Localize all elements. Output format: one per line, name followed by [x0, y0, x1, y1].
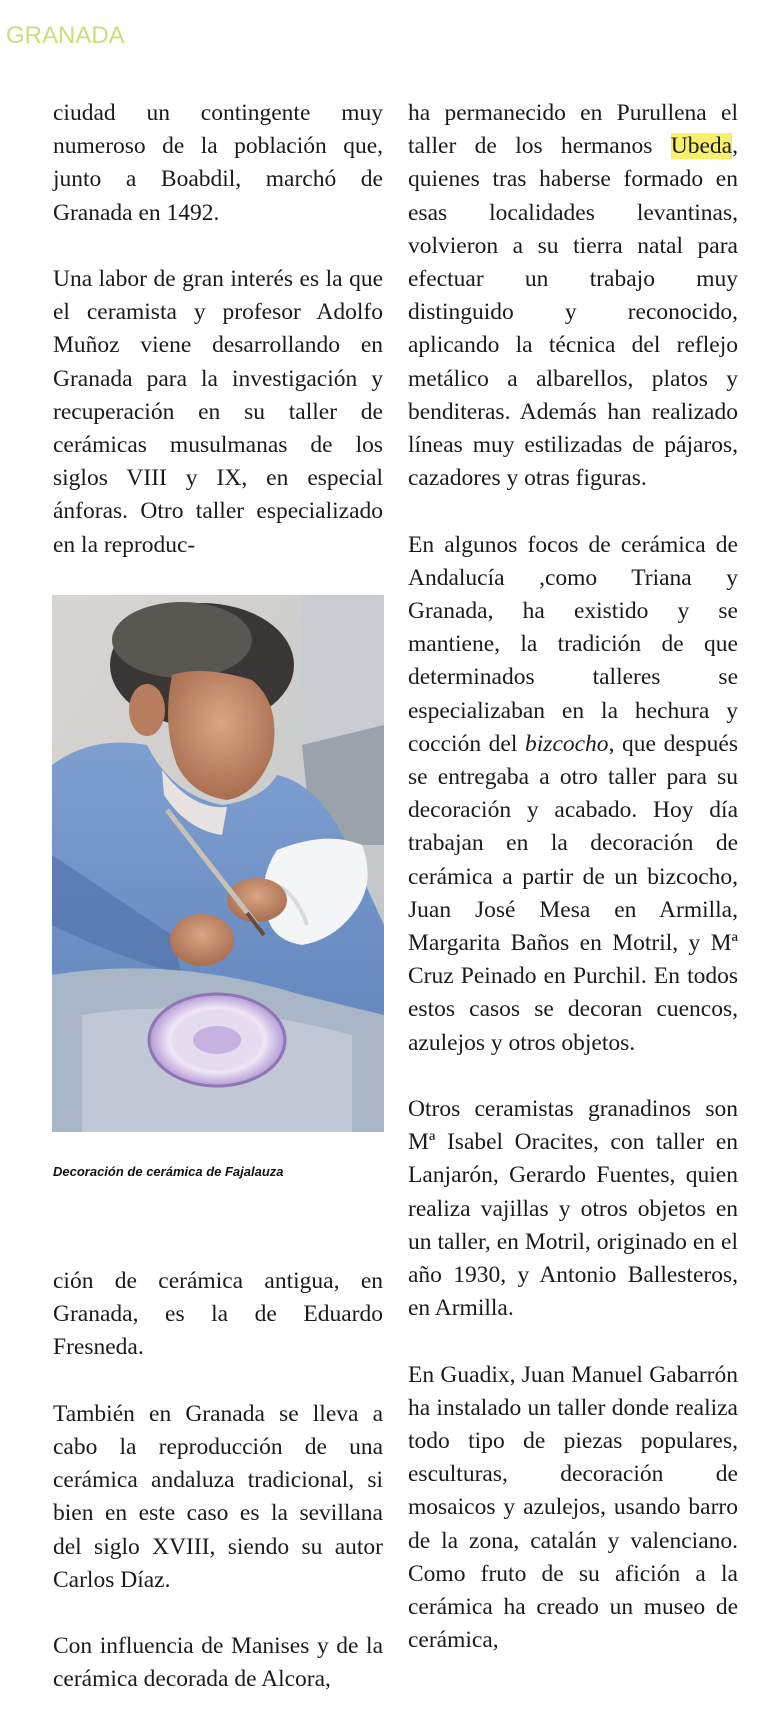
paragraph-text: En algunos focos de cerámica de Andalucía ,como Triana y Granada, ha existido y se mantiene, la tradición de que determinados talleres se especializaban en la hechura y cocción del — [408, 531, 738, 757]
paragraph: Otros ceramistas granadinos son Mª Isabel Oracites, con taller en Lanjarón, Gerardo Fuentes, quien realiza vajillas y otros objetos en un taller, en Motril, originado en el año 1930, y Antonio Ballesteros, en Armilla. — [408, 1096, 738, 1322]
paragraph — [408, 97, 738, 495]
paragraph: En Guadix, Juan Manuel Gabarrón ha instalado un taller donde realiza todo tipo de piezas populares, esculturas, decoración de mosaicos y azulejos, usando barro de la zona, catalán y valenciano. Como fruto de su afición a la cerámica ha creado un museo de cerámica, — [408, 1361, 738, 1654]
paragraph-text: , quienes tras haberse formado en esas localidades levantinas, volvieron a su tierra natal para efectuar un trabajo muy distinguido y reconocido, aplicando la técnica del reflejo metálico a albarellos, platos y benditeras. Además han realizado líneas muy estilizadas de pájaros, cazadores y otras figuras. — [408, 133, 738, 492]
figure-caption: Decoración de cerámica de Fajalauza — [53, 1164, 284, 1179]
right-column — [408, 97, 738, 1658]
paragraph: Una labor de gran interés es la que el ceramista y profesor Adolfo Muñoz viene desarrollando en Granada para la investigación y recuperación en su taller de cerámicas musulmanas de los siglos VIII y IX, en especial ánforas. Otro taller especializado en la reproduc- — [53, 266, 383, 558]
paragraph — [408, 529, 738, 1060]
left-column-bottom — [53, 1265, 383, 1697]
paragraph: ción de cerámica antigua, en Granada, es la de Eduardo Fresneda. — [53, 1268, 383, 1361]
italic-term: bizcocho — [525, 730, 609, 757]
paragraph: ciudad un contingente muy numeroso de la población que, junto a Boabdil, marchó de Granada en 1492. — [53, 100, 383, 226]
paragraph: Con influencia de Manises y de la cerámica decorada de Alcora, — [53, 1633, 383, 1693]
paragraph-text: ha permanecido en Purullena el taller de los hermanos — [408, 100, 738, 160]
ceramic-decoration-photo — [52, 595, 384, 1132]
paragraph: También en Granada se lleva a cabo la reproducción de una cerámica andaluza tradicional, si bien en este caso es la sevillana del siglo XVIII, siendo su autor Carlos Díaz. — [53, 1400, 383, 1593]
section-title: GRANADA — [6, 22, 125, 49]
highlighted-text: Ubeda — [670, 133, 733, 160]
paragraph-text: , que después se entregaba a otro taller para su decoración y acabado. Hoy día trabajan en la decoración de cerámica a partir de un bizcocho, Juan José Mesa en Armilla, Margarita Baños en Motril, y Mª Cruz Peinado en Purchil. En todos estos casos se decoran cuencos, azulejos y otros objetos. — [408, 730, 738, 1056]
left-column-top — [53, 97, 383, 562]
